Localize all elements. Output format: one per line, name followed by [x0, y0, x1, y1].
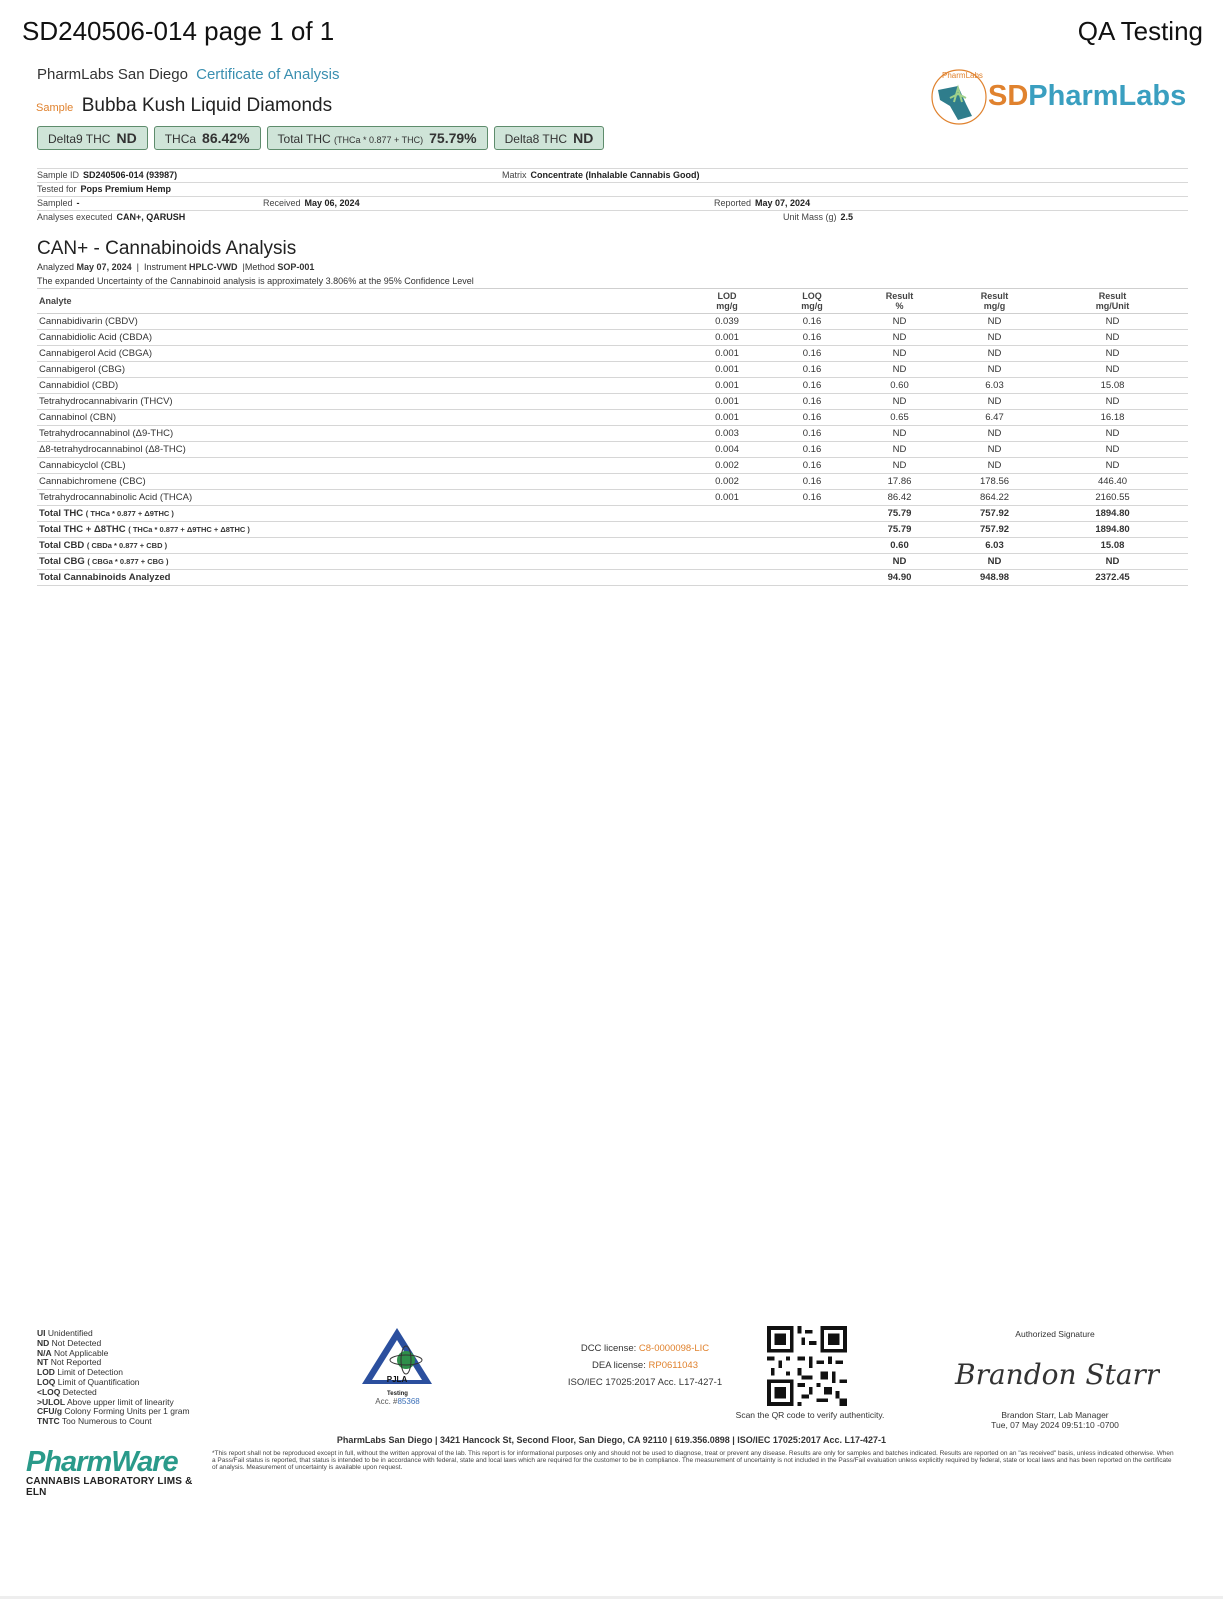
total-row: [37, 554, 1188, 570]
legend-item: NT Not Reported: [37, 1357, 102, 1368]
cell-total-mgu: 2372.45: [1037, 570, 1188, 586]
legend-item: LOD Limit of Detection: [37, 1367, 123, 1378]
cell-result-mgg: 6.47: [952, 410, 1037, 426]
col-analyte: Analyte: [37, 289, 677, 314]
cell-result-mgu: 15.08: [1037, 378, 1188, 394]
cell-result-pct: 0.60: [847, 378, 952, 394]
cell-result-pct: ND: [847, 314, 952, 330]
cell-analyte: Tetrahydrocannabinol (Δ9-THC): [37, 426, 677, 442]
total-label: Total THC + Δ8THC: [39, 524, 126, 535]
page-id: SD240506-014 page 1 of 1: [22, 16, 335, 46]
lab-header: [37, 66, 340, 83]
cell-loq: 0.16: [777, 346, 847, 362]
doc-type: Certificate of Analysis: [196, 66, 340, 83]
california-leaf-icon: [928, 66, 990, 128]
table-row: [37, 394, 1188, 410]
badge-delta8-thc: [494, 126, 605, 150]
analyses-executed: Analyses executed CAN+, QARUSH: [37, 212, 186, 222]
pjla-accreditation: [360, 1326, 435, 1406]
cell-total-mgg: 6.03: [952, 538, 1037, 554]
signature-script: Brandon Starr: [955, 1358, 1160, 1391]
logo-wordmark: [988, 80, 1186, 113]
cell-loq: 0.16: [777, 362, 847, 378]
signatory-name: Brandon Starr, Lab Manager: [1001, 1410, 1109, 1420]
cell-loq: 0.16: [777, 458, 847, 474]
abbreviation-legend: [37, 1329, 190, 1427]
cell-result-mgg: ND: [952, 314, 1037, 330]
legend-item: ND Not Detected: [37, 1337, 102, 1348]
cell-result-mgu: 16.18: [1037, 410, 1188, 426]
cell-result-mgg: 178.56: [952, 474, 1037, 490]
cell-total-label: [37, 538, 677, 554]
cell-loq: 0.16: [777, 474, 847, 490]
col-loq: LOQ mg/g: [777, 289, 847, 314]
total-label: Total Cannabinoids Analyzed: [39, 572, 171, 583]
cell-analyte: Cannabinol (CBN): [37, 410, 677, 426]
legend-item: >ULOL Above upper limit of linearity: [37, 1396, 174, 1407]
lab-name: PharmLabs San Diego: [37, 66, 188, 83]
badge-formula: (THCa * 0.877 + THC): [334, 135, 424, 145]
cell-result-mgu: ND: [1037, 426, 1188, 442]
cell-result-pct: ND: [847, 394, 952, 410]
sample-name: Bubba Kush Liquid Diamonds: [81, 95, 333, 116]
pjla-acc: Acc. #85368: [375, 1397, 420, 1406]
cell-result-pct: ND: [847, 442, 952, 458]
lab-address: PharmLabs San Diego | 3421 Hancock St, Second Floor, San Diego, CA 92110 | 619.356.0898 | ISO/IEC 17025:2017 Acc. L17-427-1: [336, 1435, 887, 1445]
signatory: [960, 1410, 1150, 1430]
cell-total-mgu: 1894.80: [1037, 506, 1188, 522]
cell-empty: [677, 506, 777, 522]
cell-result-mgg: 864.22: [952, 490, 1037, 506]
cell-total-label: [37, 522, 677, 538]
cell-analyte: Cannabigerol (CBG): [37, 362, 677, 378]
cell-result-mgg: ND: [952, 346, 1037, 362]
total-label: Total CBG: [39, 556, 85, 567]
pjla-logo-icon: [360, 1326, 435, 1386]
cell-total-pct: 94.90: [847, 570, 952, 586]
cell-lod: 0.001: [677, 410, 777, 426]
badge-label: Delta8 THC: [504, 132, 568, 146]
cell-result-pct: ND: [847, 330, 952, 346]
cell-loq: 0.16: [777, 442, 847, 458]
sampled: Sampled -: [37, 198, 80, 208]
legend-item: CFU/g Colony Forming Units per 1 gram: [37, 1406, 190, 1417]
cell-loq: 0.16: [777, 314, 847, 330]
tested-for: Tested for Pops Premium Hemp: [37, 184, 172, 194]
cell-result-mgu: 446.40: [1037, 474, 1188, 490]
cell-total-mgu: 15.08: [1037, 538, 1188, 554]
sample-id: Sample ID SD240506-014 (93987): [37, 170, 178, 180]
table-row: [37, 458, 1188, 474]
received: Received May 06, 2024: [263, 198, 360, 208]
legend-item: N/A Not Applicable: [37, 1347, 109, 1358]
pjla-name: PJLA: [386, 1375, 408, 1384]
cannabinoid-results-table: [37, 288, 1188, 586]
analysis-meta: Analyzed May 07, 2024 | Instrument HPLC-VWD |Method SOP-001: [37, 262, 315, 272]
table-row: [37, 474, 1188, 490]
cell-result-mgg: 6.03: [952, 378, 1037, 394]
table-row: [37, 426, 1188, 442]
table-row: [37, 442, 1188, 458]
logo-sd: SD: [988, 80, 1029, 112]
cell-analyte: Δ8-tetrahydrocannabinol (Δ8-THC): [37, 442, 677, 458]
cell-lod: 0.039: [677, 314, 777, 330]
total-row: [37, 506, 1188, 522]
cell-empty: [777, 522, 847, 538]
divider: [37, 168, 1188, 169]
cell-analyte: Cannabicyclol (CBL): [37, 458, 677, 474]
cell-total-pct: 75.79: [847, 506, 952, 522]
cell-empty: [777, 506, 847, 522]
legend-item: <LOQ Detected: [37, 1386, 97, 1397]
cell-lod: 0.004: [677, 442, 777, 458]
badge-value: ND: [116, 130, 137, 146]
summary-badges: [37, 126, 604, 150]
cell-lod: 0.003: [677, 426, 777, 442]
cell-loq: 0.16: [777, 330, 847, 346]
cell-result-pct: ND: [847, 362, 952, 378]
cell-result-mgu: ND: [1037, 346, 1188, 362]
reported: Reported May 07, 2024: [714, 198, 811, 208]
pharmware-logo: [26, 1446, 196, 1498]
legend-item: TNTC Too Numerous to Count: [37, 1416, 152, 1427]
cell-result-mgg: ND: [952, 362, 1037, 378]
total-label: Total CBD: [39, 540, 85, 551]
table-row: [37, 362, 1188, 378]
badge-thca: [154, 126, 261, 150]
uncertainty-note: The expanded Uncertainty of the Cannabinoid analysis is approximately 3.806% at the 95% Confidence Level: [37, 276, 474, 286]
badge-value: ND: [573, 130, 594, 146]
cell-loq: 0.16: [777, 394, 847, 410]
cell-result-pct: ND: [847, 346, 952, 362]
signature-heading: Authorized Signature: [1015, 1329, 1095, 1339]
badge-label: THCa: [164, 132, 197, 146]
total-row: [37, 570, 1188, 586]
cell-lod: 0.001: [677, 362, 777, 378]
cell-empty: [677, 570, 777, 586]
cell-result-mgg: ND: [952, 442, 1037, 458]
verification-qr-code-icon[interactable]: [767, 1326, 847, 1406]
total-formula: ( CBDa * 0.877 + CBD ): [86, 541, 168, 550]
cell-result-pct: 17.86: [847, 474, 952, 490]
cell-analyte: Cannabigerol Acid (CBGA): [37, 346, 677, 362]
cell-empty: [677, 522, 777, 538]
cell-lod: 0.001: [677, 394, 777, 410]
cell-result-mgg: ND: [952, 330, 1037, 346]
cell-result-mgg: ND: [952, 394, 1037, 410]
cell-analyte: Cannabidiol (CBD): [37, 378, 677, 394]
cell-analyte: Cannabichromene (CBC): [37, 474, 677, 490]
cell-result-pct: 0.65: [847, 410, 952, 426]
cell-result-pct: ND: [847, 458, 952, 474]
cell-lod: 0.002: [677, 474, 777, 490]
cell-result-mgu: 2160.55: [1037, 490, 1188, 506]
qa-testing-label: QA Testing: [1077, 16, 1203, 46]
cell-lod: 0.001: [677, 346, 777, 362]
legend-item: LOQ Limit of Quantification: [37, 1376, 140, 1387]
table-header-row: [37, 289, 1188, 314]
cell-empty: [677, 554, 777, 570]
cell-result-pct: ND: [847, 426, 952, 442]
logo-ring-text: PharmLabs: [942, 71, 983, 80]
divider: [37, 196, 1188, 197]
cell-empty: [677, 538, 777, 554]
cell-analyte: Tetrahydrocannabivarin (THCV): [37, 394, 677, 410]
total-formula: ( CBGa * 0.877 + CBG ): [87, 557, 169, 566]
licenses: [520, 1340, 770, 1391]
cell-result-mgu: ND: [1037, 362, 1188, 378]
badge-total-thc: [267, 126, 488, 150]
dea-license: DEA license: RP0611043: [592, 1360, 698, 1371]
badge-value: 86.42%: [202, 130, 250, 146]
cell-result-mgu: ND: [1037, 458, 1188, 474]
pjla-sub: Testing: [387, 1391, 408, 1397]
total-label: Total THC: [39, 508, 84, 519]
total-row: [37, 538, 1188, 554]
total-formula: ( THCa * 0.877 + Δ9THC + Δ8THC ): [128, 525, 250, 534]
cell-empty: [777, 554, 847, 570]
cell-total-pct: 75.79: [847, 522, 952, 538]
signature-date: Tue, 07 May 2024 09:51:10 -0700: [991, 1420, 1119, 1430]
cell-total-mgg: ND: [952, 554, 1037, 570]
col-result-mgu: Result mg/Unit: [1037, 289, 1188, 314]
cell-total-pct: ND: [847, 554, 952, 570]
cell-lod: 0.001: [677, 490, 777, 506]
cell-result-pct: 86.42: [847, 490, 952, 506]
dcc-license: DCC license: C8-0000098-LIC: [580, 1343, 710, 1354]
cell-loq: 0.16: [777, 410, 847, 426]
table-row: [37, 490, 1188, 506]
legend-item: UI Unidentified: [37, 1328, 93, 1338]
cell-empty: [777, 538, 847, 554]
cell-analyte: Cannabidiolic Acid (CBDA): [37, 330, 677, 346]
section-title: CAN+ - Cannabinoids Analysis: [37, 238, 297, 259]
handwritten-signature-icon: [950, 1350, 1160, 1400]
cell-total-mgg: 948.98: [952, 570, 1037, 586]
iso-accreditation: ISO/IEC 17025:2017 Acc. L17-427-1: [567, 1377, 723, 1388]
cell-total-label: [37, 570, 677, 586]
cell-loq: 0.16: [777, 426, 847, 442]
cell-empty: [777, 570, 847, 586]
cell-result-mgu: ND: [1037, 442, 1188, 458]
table-row: [37, 314, 1188, 330]
table-row: [37, 410, 1188, 426]
cell-result-mgg: ND: [952, 426, 1037, 442]
cell-analyte: Tetrahydrocannabinolic Acid (THCA): [37, 490, 677, 506]
divider: [37, 182, 1188, 183]
table-row: [37, 346, 1188, 362]
cell-total-mgu: 1894.80: [1037, 522, 1188, 538]
cell-loq: 0.16: [777, 378, 847, 394]
col-lod: LOD mg/g: [677, 289, 777, 314]
table-row: [37, 378, 1188, 394]
pharmware-wordmark: PharmWare: [26, 1446, 178, 1478]
cell-total-mgg: 757.92: [952, 522, 1037, 538]
sample-header: [36, 95, 332, 117]
cell-analyte: Cannabidivarin (CBDV): [37, 314, 677, 330]
badge-delta9-thc: [37, 126, 148, 150]
disclaimer: *This report shall not be reproduced except in full, without the written approval of the lab. This report is for informational purposes only and should not be used to diagnose, treat or prevent any disease. Results are only for samples and batches indicated. Results are reported on an "as received" basis, unless indicated otherwise. When a Pass/Fail status is reported, that status is intended to be in accordance with federal, state and local laws which are required for the customer to be in compliance. The measurement of uncertainty is not included in the Pass/Fail evaluation unless explicitly required by federal, state or local laws and has been reported on the certificate of analysis. Measurement of uncertainty is available upon request.: [212, 1450, 1174, 1471]
cell-lod: 0.001: [677, 378, 777, 394]
unit-mass: Unit Mass (g) 2.5: [783, 212, 854, 222]
cell-result-mgg: ND: [952, 458, 1037, 474]
cell-lod: 0.001: [677, 330, 777, 346]
cell-result-mgu: ND: [1037, 394, 1188, 410]
pharmware-tagline: CANNABIS LABORATORY LIMS & ELN: [26, 1476, 193, 1498]
sdpharmlabs-logo: [928, 66, 1188, 128]
sample-label: Sample: [36, 102, 74, 114]
total-row: [37, 522, 1188, 538]
badge-label: Delta9 THC: [48, 132, 111, 146]
cell-lod: 0.002: [677, 458, 777, 474]
table-row: [37, 330, 1188, 346]
cell-total-label: [37, 506, 677, 522]
matrix: Matrix Concentrate (Inhalable Cannabis Good): [502, 170, 700, 180]
cell-total-mgu: ND: [1037, 554, 1188, 570]
divider: [37, 210, 1188, 211]
cell-loq: 0.16: [777, 490, 847, 506]
total-formula: ( THCa * 0.877 + Δ9THC ): [85, 509, 174, 518]
cell-result-mgu: ND: [1037, 330, 1188, 346]
badge-label: Total THC: [277, 132, 331, 146]
cell-total-mgg: 757.92: [952, 506, 1037, 522]
logo-pharmlabs: PharmLabs: [1028, 80, 1187, 112]
cell-total-label: [37, 554, 677, 570]
cell-result-mgu: ND: [1037, 314, 1188, 330]
col-result-mgg: Result mg/g: [952, 289, 1037, 314]
badge-value: 75.79%: [429, 130, 477, 146]
col-result-pct: Result %: [847, 289, 952, 314]
cell-total-pct: 0.60: [847, 538, 952, 554]
qr-caption: Scan the QR code to verify authenticity.: [735, 1410, 885, 1420]
